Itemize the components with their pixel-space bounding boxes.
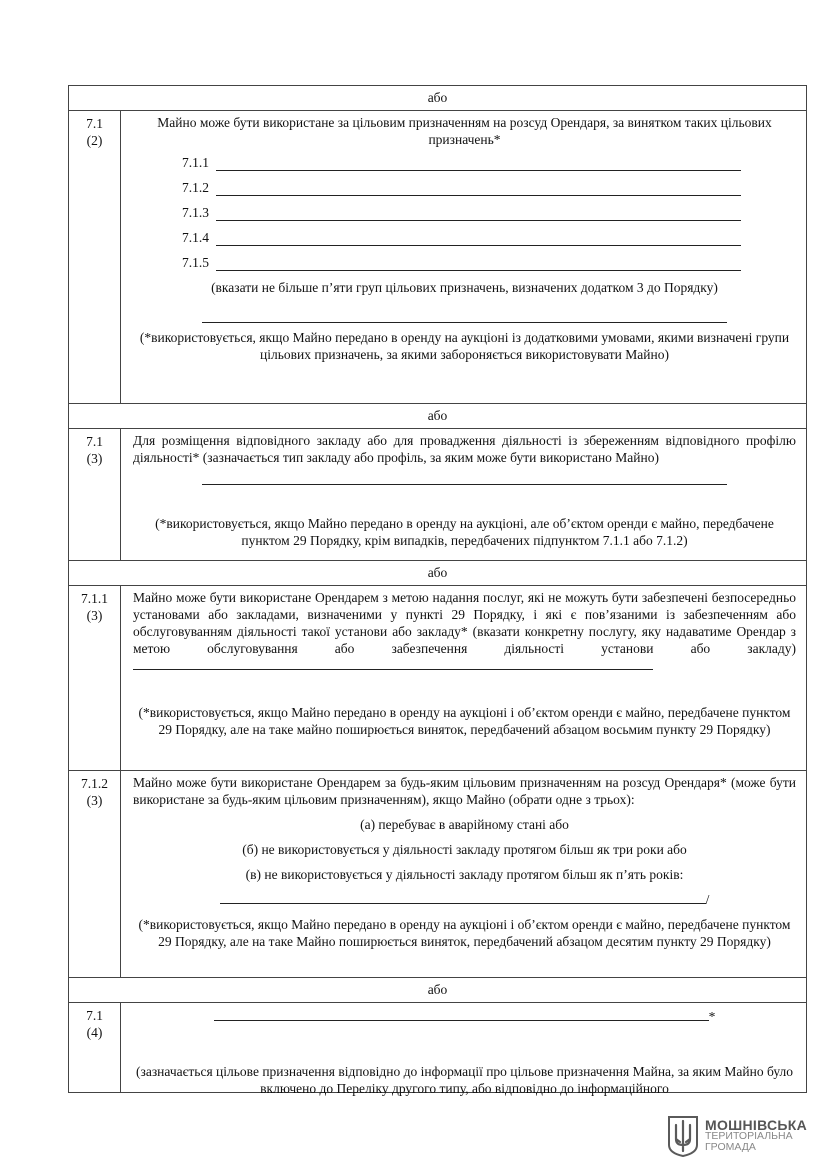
clause-sub: (4) bbox=[86, 1025, 103, 1040]
clause-note: (*використовується, якщо Майно передано в оренду на аукціоні і об’єктом оренди є майно, передбачене пунктом 29 Порядку, але на таке майно поширюється виняток, передбачений абзацом восьмим пункту 29 Порядку) bbox=[138, 705, 791, 737]
fill-line bbox=[182, 254, 796, 271]
row-content bbox=[121, 586, 806, 770]
row-number bbox=[69, 429, 121, 560]
clause-hint: (вказати не більше п’яти груп цільових призначень, визначених додатком 3 до Порядку) bbox=[211, 280, 718, 295]
row-7-1-1-3 bbox=[68, 586, 807, 771]
blank-field[interactable] bbox=[133, 657, 653, 670]
clause-sub: (2) bbox=[86, 133, 103, 148]
clause-intro-text: Майно може бути використане Орендарем з метою надання послуг, які не можуть бути забезпечені безпосередньо установами або закладами, визначеними у пункті 29 Порядку, і які є пов’язаними із забезпеченням або обслуговуванням діяльності такої установи або закладу* (вказати конкретну послугу, яку надаватиме Орендар з метою обслуговування або забезпечення діяльності установи або закладу) bbox=[133, 590, 796, 656]
municipality-logo bbox=[667, 1115, 807, 1157]
clause-note: (*використовується, якщо Майно передано в оренду на аукціоні із додатковими умовами, якими визначені групи цільових призначень, за якими забороняється використовувати Майно) bbox=[139, 330, 790, 362]
fill-line bbox=[182, 229, 796, 246]
document-table bbox=[68, 85, 807, 1096]
clause-number: 7.1 bbox=[86, 1008, 103, 1023]
blank-field[interactable] bbox=[216, 181, 741, 196]
row-number bbox=[69, 586, 121, 770]
logo-subtitle: ТЕРИТОРІАЛЬНА bbox=[705, 1129, 793, 1142]
row-7-1-2-3 bbox=[68, 771, 807, 978]
asterisk-mark: * bbox=[708, 1009, 716, 1024]
fill-line bbox=[182, 154, 796, 171]
blank-line-row bbox=[133, 1006, 796, 1025]
row-7-1-2 bbox=[68, 111, 807, 404]
clause-sub: (3) bbox=[86, 793, 103, 808]
fill-line bbox=[182, 179, 796, 196]
item-label: 7.1.1 bbox=[182, 155, 209, 170]
clause-number: 7.1 bbox=[86, 434, 103, 449]
slash-mark: / bbox=[705, 892, 710, 907]
trident-emblem-icon bbox=[667, 1115, 699, 1157]
row-7-1-3 bbox=[68, 429, 807, 561]
blank-field[interactable] bbox=[216, 206, 741, 221]
row-number bbox=[69, 771, 121, 977]
clause-note: (зазначається цільове призначення відповідно до інформації про цільове призначення Майна, за яким Майно було включено до Переліку другого типу, або відповідно до інформаційного bbox=[136, 1064, 793, 1096]
option-c: (в) не використовується у діяльності закладу протягом більш як п’ять років: bbox=[245, 867, 684, 882]
clause-sub: (3) bbox=[86, 451, 103, 466]
item-label: 7.1.3 bbox=[182, 205, 209, 220]
blank-field[interactable] bbox=[216, 231, 741, 246]
clause-intro: Майно може бути використане Орендарем за будь-яким цільовим призначенням на розсуд Орендаря* (може бути використане за будь-яким цільовим призначенням), якщо Майно (обрати одне з трьох): bbox=[133, 775, 796, 807]
clause-intro bbox=[133, 589, 796, 674]
item-label: 7.1.5 bbox=[182, 255, 209, 270]
separator-row bbox=[68, 978, 807, 1003]
row-content bbox=[121, 1003, 806, 1096]
logo-subtitle-2: ГРОМАДА bbox=[705, 1140, 756, 1153]
blank-field[interactable] bbox=[220, 889, 706, 904]
separator-row bbox=[68, 561, 807, 586]
clause-intro: Для розміщення відповідного закладу або для провадження діяльності із збереженням відповідного профілю діяльності* (зазначається тип закладу або профіль, за яким може бути використано Майно) bbox=[133, 433, 796, 465]
option-b: (б) не використовується у діяльності закладу протягом більш як три роки або bbox=[242, 842, 687, 857]
item-label: 7.1.4 bbox=[182, 230, 209, 245]
logo-title: МОШНІВСЬКА bbox=[705, 1116, 808, 1133]
separator-text: або bbox=[427, 90, 448, 105]
clause-number: 7.1.1 bbox=[81, 591, 108, 606]
clause-note: (*використовується, якщо Майно передано в оренду на аукціоні і об’єктом оренди є майно, передбачене пунктом 29 Порядку, але на таке Майно поширюється виняток, передбачений абзацом десятим пункту 29 Порядку) bbox=[138, 917, 791, 949]
row-number bbox=[69, 1003, 121, 1092]
clause-sub: (3) bbox=[86, 608, 103, 623]
blank-field[interactable] bbox=[214, 1006, 709, 1021]
clause-note: (*використовується, якщо Майно передано в оренду на аукціоні, але об’єктом оренди є майно, передбачене пунктом 29 Порядку, крім випадків, передбачених підпунктом 7.1.1 або 7.1.2) bbox=[155, 516, 774, 548]
separator-text: або bbox=[427, 565, 448, 580]
clause-number: 7.1.2 bbox=[81, 776, 108, 791]
separator-text: або bbox=[427, 982, 448, 997]
blank-field[interactable] bbox=[202, 308, 727, 323]
item-label: 7.1.2 bbox=[182, 180, 209, 195]
clause-intro: Майно може бути використане за цільовим призначенням на розсуд Орендаря, за винятком таких цільових призначень* bbox=[157, 115, 772, 147]
clause-number: 7.1 bbox=[86, 116, 103, 131]
separator-row bbox=[68, 86, 807, 111]
row-content bbox=[121, 771, 806, 977]
separator-row bbox=[68, 404, 807, 429]
row-number bbox=[69, 111, 121, 403]
blank-field[interactable] bbox=[216, 156, 741, 171]
blank-field[interactable] bbox=[202, 470, 727, 485]
separator-text: або bbox=[427, 408, 448, 423]
option-a: (а) перебуває в аварійному стані або bbox=[360, 817, 569, 832]
blank-field[interactable] bbox=[216, 256, 741, 271]
fill-line bbox=[182, 204, 796, 221]
row-content bbox=[121, 111, 806, 403]
blank-line-row bbox=[133, 889, 796, 908]
row-7-1-4 bbox=[68, 1003, 807, 1096]
row-content bbox=[121, 429, 806, 560]
